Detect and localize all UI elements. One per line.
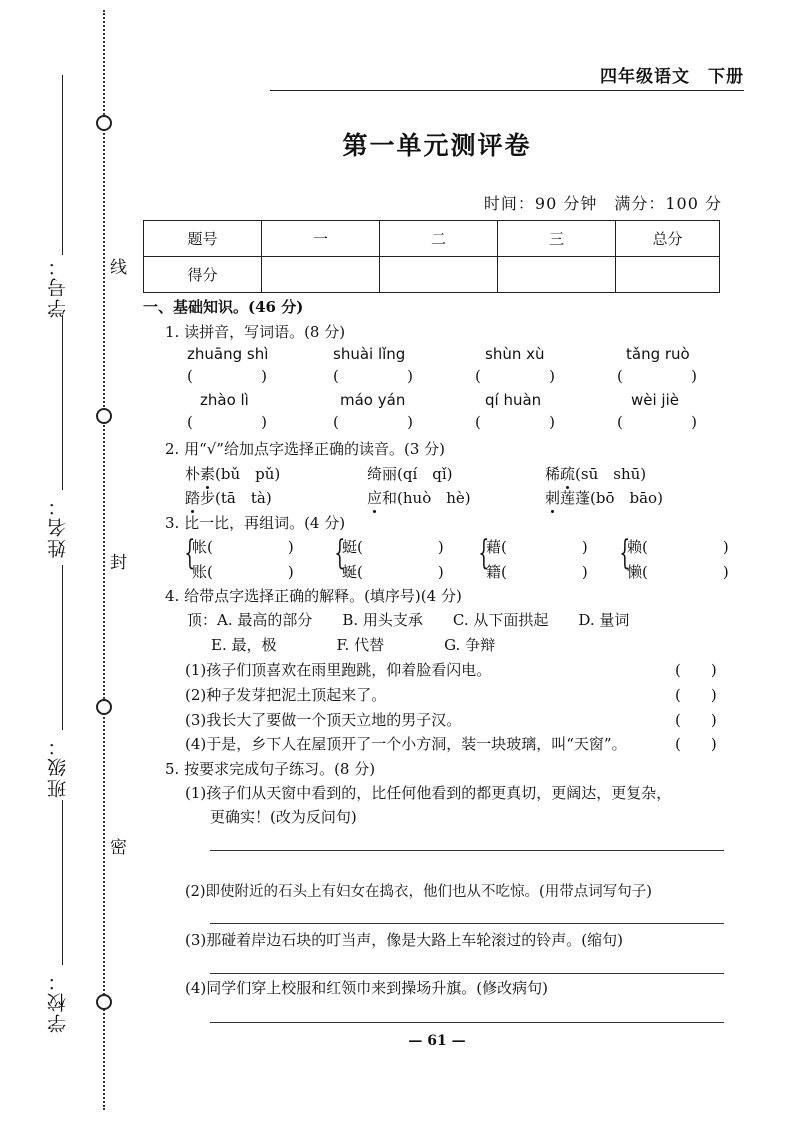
score-table-cell: 总分 (616, 221, 720, 257)
compare-char[interactable]: 帐( ) (192, 538, 294, 556)
reading-options: (bō bāo) (590, 489, 663, 507)
pinyin-item: wèi jiè (631, 391, 679, 409)
q4-sentence: (2)种子发芽把泥土顶起来了。 (185, 686, 387, 704)
question-4-prompt: 4. 给带点字选择正确的解释。(填序号)(4 分) (165, 587, 462, 605)
reading-choice-item[interactable] (545, 487, 663, 508)
q4-sentence: (3)我长大了要做一个顶天立地的男子汉。 (185, 711, 462, 729)
cut-word-secret: 密 (106, 838, 126, 855)
question-1-prompt: 1. 读拼音，写词语。(8 分) (165, 323, 346, 341)
word-suffix: 莲蓬 (560, 489, 591, 507)
score-input-cell[interactable] (380, 257, 498, 293)
brace: { (184, 533, 196, 573)
answer-blank[interactable]: ( ) (675, 711, 717, 729)
q5-sentence: (4)同学们穿上校服和红领巾来到操场升旗。(修改病句) (185, 979, 548, 997)
binding-hole (96, 408, 112, 424)
running-title: 四年级语文 下册 (600, 67, 744, 87)
score-table-cell: 一 (262, 221, 380, 257)
pinyin-item: shùn xù (485, 345, 545, 363)
reading-choice-item[interactable] (185, 463, 280, 484)
q4-sentence: (4)于是，乡下人在屋顶开了一个小方洞，装一块玻璃，叫“天窗”。 (185, 735, 627, 753)
score-input-cell[interactable] (262, 257, 380, 293)
dotted-char: 疏 (560, 465, 576, 483)
answer-blank[interactable]: ( ) (333, 413, 413, 431)
word-suffix: 步 (200, 489, 216, 507)
dotted-char: 刺 (545, 489, 561, 507)
answer-blank[interactable]: ( ) (617, 367, 697, 385)
answer-line[interactable] (210, 850, 724, 851)
definition-options: 顶：A. 最高的部分 B. 用头支承 C. 从下面拱起 D. 量词 (187, 611, 630, 629)
answer-blank[interactable]: ( ) (475, 367, 555, 385)
char: 籍 (486, 563, 502, 581)
compare-char[interactable]: 藉( ) (486, 538, 588, 556)
student-id-label: 学号： (47, 255, 69, 318)
score-table-cell: 题号 (144, 221, 262, 257)
header-rule (270, 90, 744, 91)
word-prefix: 稀 (545, 465, 561, 483)
score-input-cell[interactable] (498, 257, 616, 293)
score-table-cell: 三 (498, 221, 616, 257)
score-table-score-row (144, 257, 720, 293)
score-table-header-row (144, 221, 720, 257)
compare-char[interactable]: 籍( ) (486, 563, 588, 581)
answer-blank[interactable]: ( ) (475, 413, 555, 431)
score-row-label: 得分 (144, 257, 262, 293)
pinyin-item: zhào lì (200, 391, 249, 409)
pinyin-item: zhuāng shì (187, 345, 269, 363)
score-input-cell[interactable] (616, 257, 720, 293)
compare-char[interactable]: 蜒( ) (342, 563, 444, 581)
word-suffix: 和 (382, 489, 398, 507)
reading-choice-item[interactable] (367, 487, 471, 508)
reading-choice-item[interactable] (367, 463, 453, 484)
cut-word-seal: 封 (106, 553, 126, 570)
reading-options: (sū shū) (575, 465, 647, 483)
reading-options: (huò hè) (397, 489, 471, 507)
answer-line[interactable] (210, 973, 724, 974)
char: 帐 (192, 538, 208, 556)
answer-blank[interactable]: ( ) (675, 686, 717, 704)
dotted-char: 应 (367, 489, 383, 507)
compare-char[interactable]: 账( ) (192, 563, 294, 581)
char: 赖 (627, 538, 643, 556)
brace: { (334, 533, 346, 573)
answer-blank[interactable]: ( ) (333, 367, 413, 385)
name-rule (62, 315, 63, 490)
reading-choice-item[interactable] (185, 487, 272, 508)
definition-options: E. 最，极 F. 代替 G. 争辩 (211, 636, 496, 654)
answer-blank[interactable]: ( ) (675, 735, 717, 753)
answer-blank[interactable]: ( ) (675, 661, 717, 679)
char: 懒 (627, 563, 643, 581)
cut-word-line: 线 (106, 258, 126, 275)
compare-char[interactable]: 蜓( ) (342, 538, 444, 556)
answer-blank[interactable]: ( ) (617, 413, 697, 431)
char: 蜒 (342, 563, 358, 581)
answer-blank[interactable]: ( ) (187, 413, 267, 431)
q5-sentence: (2)即使附近的石头上有妇女在捣衣，他们也从不吃惊。(用带点词写句子) (185, 884, 652, 900)
answer-blank[interactable]: ( ) (187, 367, 267, 385)
reading-options: (tā tà) (215, 489, 272, 507)
word-prefix: 绮丽 (367, 465, 398, 483)
pinyin-item: tǎng ruò (626, 345, 690, 363)
page-number: — 61 — (408, 1033, 466, 1049)
class-rule (62, 565, 63, 730)
answer-line[interactable] (210, 923, 724, 924)
q5-sentence: 更确实！(改为反问句) (210, 808, 357, 826)
binding-hole (96, 994, 112, 1010)
school-label: 学校： (47, 970, 69, 1033)
pinyin-item: shuài lǐng (333, 345, 406, 363)
reading-choice-item[interactable] (545, 463, 646, 484)
question-3-prompt: 3. 比一比，再组词。(4 分) (165, 514, 346, 532)
student-id-rule (62, 75, 63, 255)
brace: { (478, 533, 490, 573)
page-title: 第一单元测评卷 (342, 131, 532, 160)
question-2-prompt: 2. 用“√”给加点字选择正确的读音。(3 分) (165, 440, 445, 458)
section-heading: 一、基础知识。(46 分) (143, 298, 304, 316)
time-info: 时间：90 分钟 满分：100 分 (483, 194, 722, 213)
dotted-char: 素 (200, 465, 216, 483)
binding-hole (96, 699, 112, 715)
reading-options: (qí qǐ) (397, 465, 453, 483)
char: 藉 (486, 538, 502, 556)
char: 蜓 (342, 538, 358, 556)
brace: { (619, 533, 631, 573)
score-table (143, 220, 720, 293)
class-label: 班级： (47, 735, 69, 798)
pinyin-item: máo yán (340, 391, 406, 409)
compare-char[interactable]: 赖( ) (627, 538, 729, 556)
pinyin-item: qí huàn (485, 391, 542, 409)
compare-char[interactable]: 懒( ) (627, 563, 729, 581)
q4-sentence: (1)孩子们顶喜欢在雨里跑跳，仰着脸看闪电。 (185, 661, 492, 679)
reading-options: (bǔ pǔ) (215, 465, 281, 483)
name-label: 姓名： (47, 495, 69, 558)
question-5-prompt: 5. 按要求完成句子练习。(8 分) (165, 760, 376, 778)
answer-line[interactable] (210, 1022, 724, 1023)
q5-sentence: (1)孩子们从天窗中看到的，比任何他看到的都更真切，更阔达，更复杂， (185, 784, 672, 802)
q5-sentence: (3)那碰着岸边石块的叮当声，像是大路上车轮滚过的铃声。(缩句) (185, 931, 623, 949)
score-table-cell: 二 (380, 221, 498, 257)
dotted-char: 踏 (185, 489, 201, 507)
school-rule (62, 800, 63, 965)
char: 账 (192, 563, 208, 581)
word-prefix: 朴 (185, 465, 201, 483)
